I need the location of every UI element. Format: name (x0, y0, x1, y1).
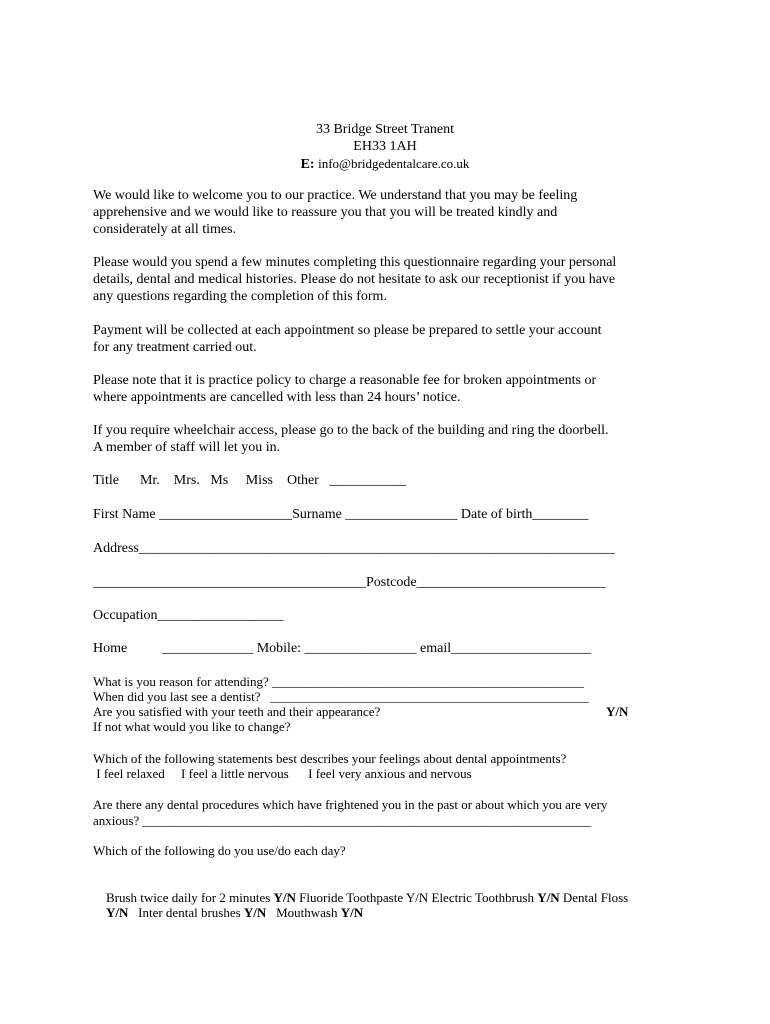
change-question: If not what would you like to change? (93, 719, 291, 734)
wheelchair-line-1: If you require wheelchair access, please go to the back of the building and ring the doorbell. (93, 423, 609, 438)
wheelchair-line-2: A member of staff will let you in. (93, 440, 281, 455)
address-field[interactable]: Address____________________________________________________________________ (93, 541, 615, 556)
address-postcode-field[interactable]: _______________________________________Postcode___________________________ (93, 575, 606, 590)
welcome-line-2: apprehensive and we would like to reassure you that you will be treated kindly and (93, 205, 558, 220)
daily-use-question: Which of the following do you use/do each day? (93, 843, 346, 858)
phone-email-fields[interactable]: Home _____________ Mobile: ________________ email____________________ (93, 641, 592, 656)
policy-line-2: where appointments are cancelled with less than 24 hours’ notice. (93, 390, 461, 405)
occupation-field[interactable]: Occupation__________________ (93, 608, 284, 623)
frightened-question-line-1: Are there any dental procedures which have frightened you in the past or about which you are very (93, 797, 608, 812)
practice-street: 33 Bridge Street Tranent (315, 122, 455, 137)
wheelchair-paragraph (93, 422, 693, 456)
name-dob-fields[interactable]: First Name ___________________Surname ________________ Date of birth________ (93, 507, 589, 522)
practice-email: info@bridgedentalcare.co.uk (318, 156, 470, 171)
questionnaire-line-3: any questions regarding the completion of this form. (93, 289, 387, 304)
frightened-question-line-2[interactable]: anxious? _____________________________________________________________________ (93, 813, 591, 828)
welcome-line-1: We would like to welcome you to our practice. We understand that you may be feeling (93, 188, 578, 203)
interdental-yn[interactable]: Y/N (243, 905, 267, 920)
questionnaire-line-1: Please would you spend a few minutes completing this questionnaire regarding your personal (93, 255, 617, 270)
reason-attending-question[interactable]: What is you reason for attending? ________________________________________________ (93, 674, 585, 689)
daily-use-line-2 (93, 889, 363, 937)
floss-label: Dental Floss (559, 890, 629, 905)
feelings-question: Which of the following statements best describes your feelings about dental appointments? (93, 751, 567, 766)
payment-line-1: Payment will be collected at each appointment so please be prepared to settle your account (93, 323, 602, 338)
mouthwash-yn[interactable]: Y/N (340, 905, 364, 920)
title-field[interactable]: Title Mr. Mrs. Ms Miss Other ___________ (93, 473, 407, 488)
feelings-options[interactable]: I feel relaxed I feel a little nervous I feel very anxious and nervous (93, 766, 472, 781)
policy-paragraph (93, 372, 693, 406)
satisfied-question: Are you satisfied with your teeth and their appearance? (93, 704, 381, 719)
last-dentist-question[interactable]: When did you last see a dentist? _________________________________________________ (93, 689, 589, 704)
email-label: E: (300, 157, 315, 172)
satisfied-yn[interactable]: Y/N (606, 704, 629, 719)
payment-paragraph (93, 322, 693, 356)
interdental-label: Inter dental brushes (128, 905, 244, 920)
policy-line-1: Please note that it is practice policy to charge a reasonable fee for broken appointments or (93, 373, 597, 388)
brush-yn[interactable]: Y/N (273, 890, 296, 905)
questionnaire-line-2: details, dental and medical histories. Please do not hesitate to ask our receptionist if you have (93, 272, 616, 287)
practice-postcode: EH33 1AH (353, 139, 417, 154)
welcome-paragraph (93, 187, 693, 238)
brush-label: Brush twice daily for 2 minutes (106, 890, 274, 905)
floss-yn[interactable]: Y/N (106, 905, 129, 920)
practice-email-line (0, 155, 770, 173)
welcome-line-3: considerately at all times. (93, 222, 237, 237)
payment-line-2: for any treatment carried out. (93, 340, 257, 355)
fluoride-electric-label: Fluoride Toothpaste Y/N Electric Toothbrush (295, 890, 538, 905)
electric-yn[interactable]: Y/N (537, 890, 560, 905)
questionnaire-paragraph (93, 254, 693, 305)
mouthwash-label: Mouthwash (266, 905, 341, 920)
